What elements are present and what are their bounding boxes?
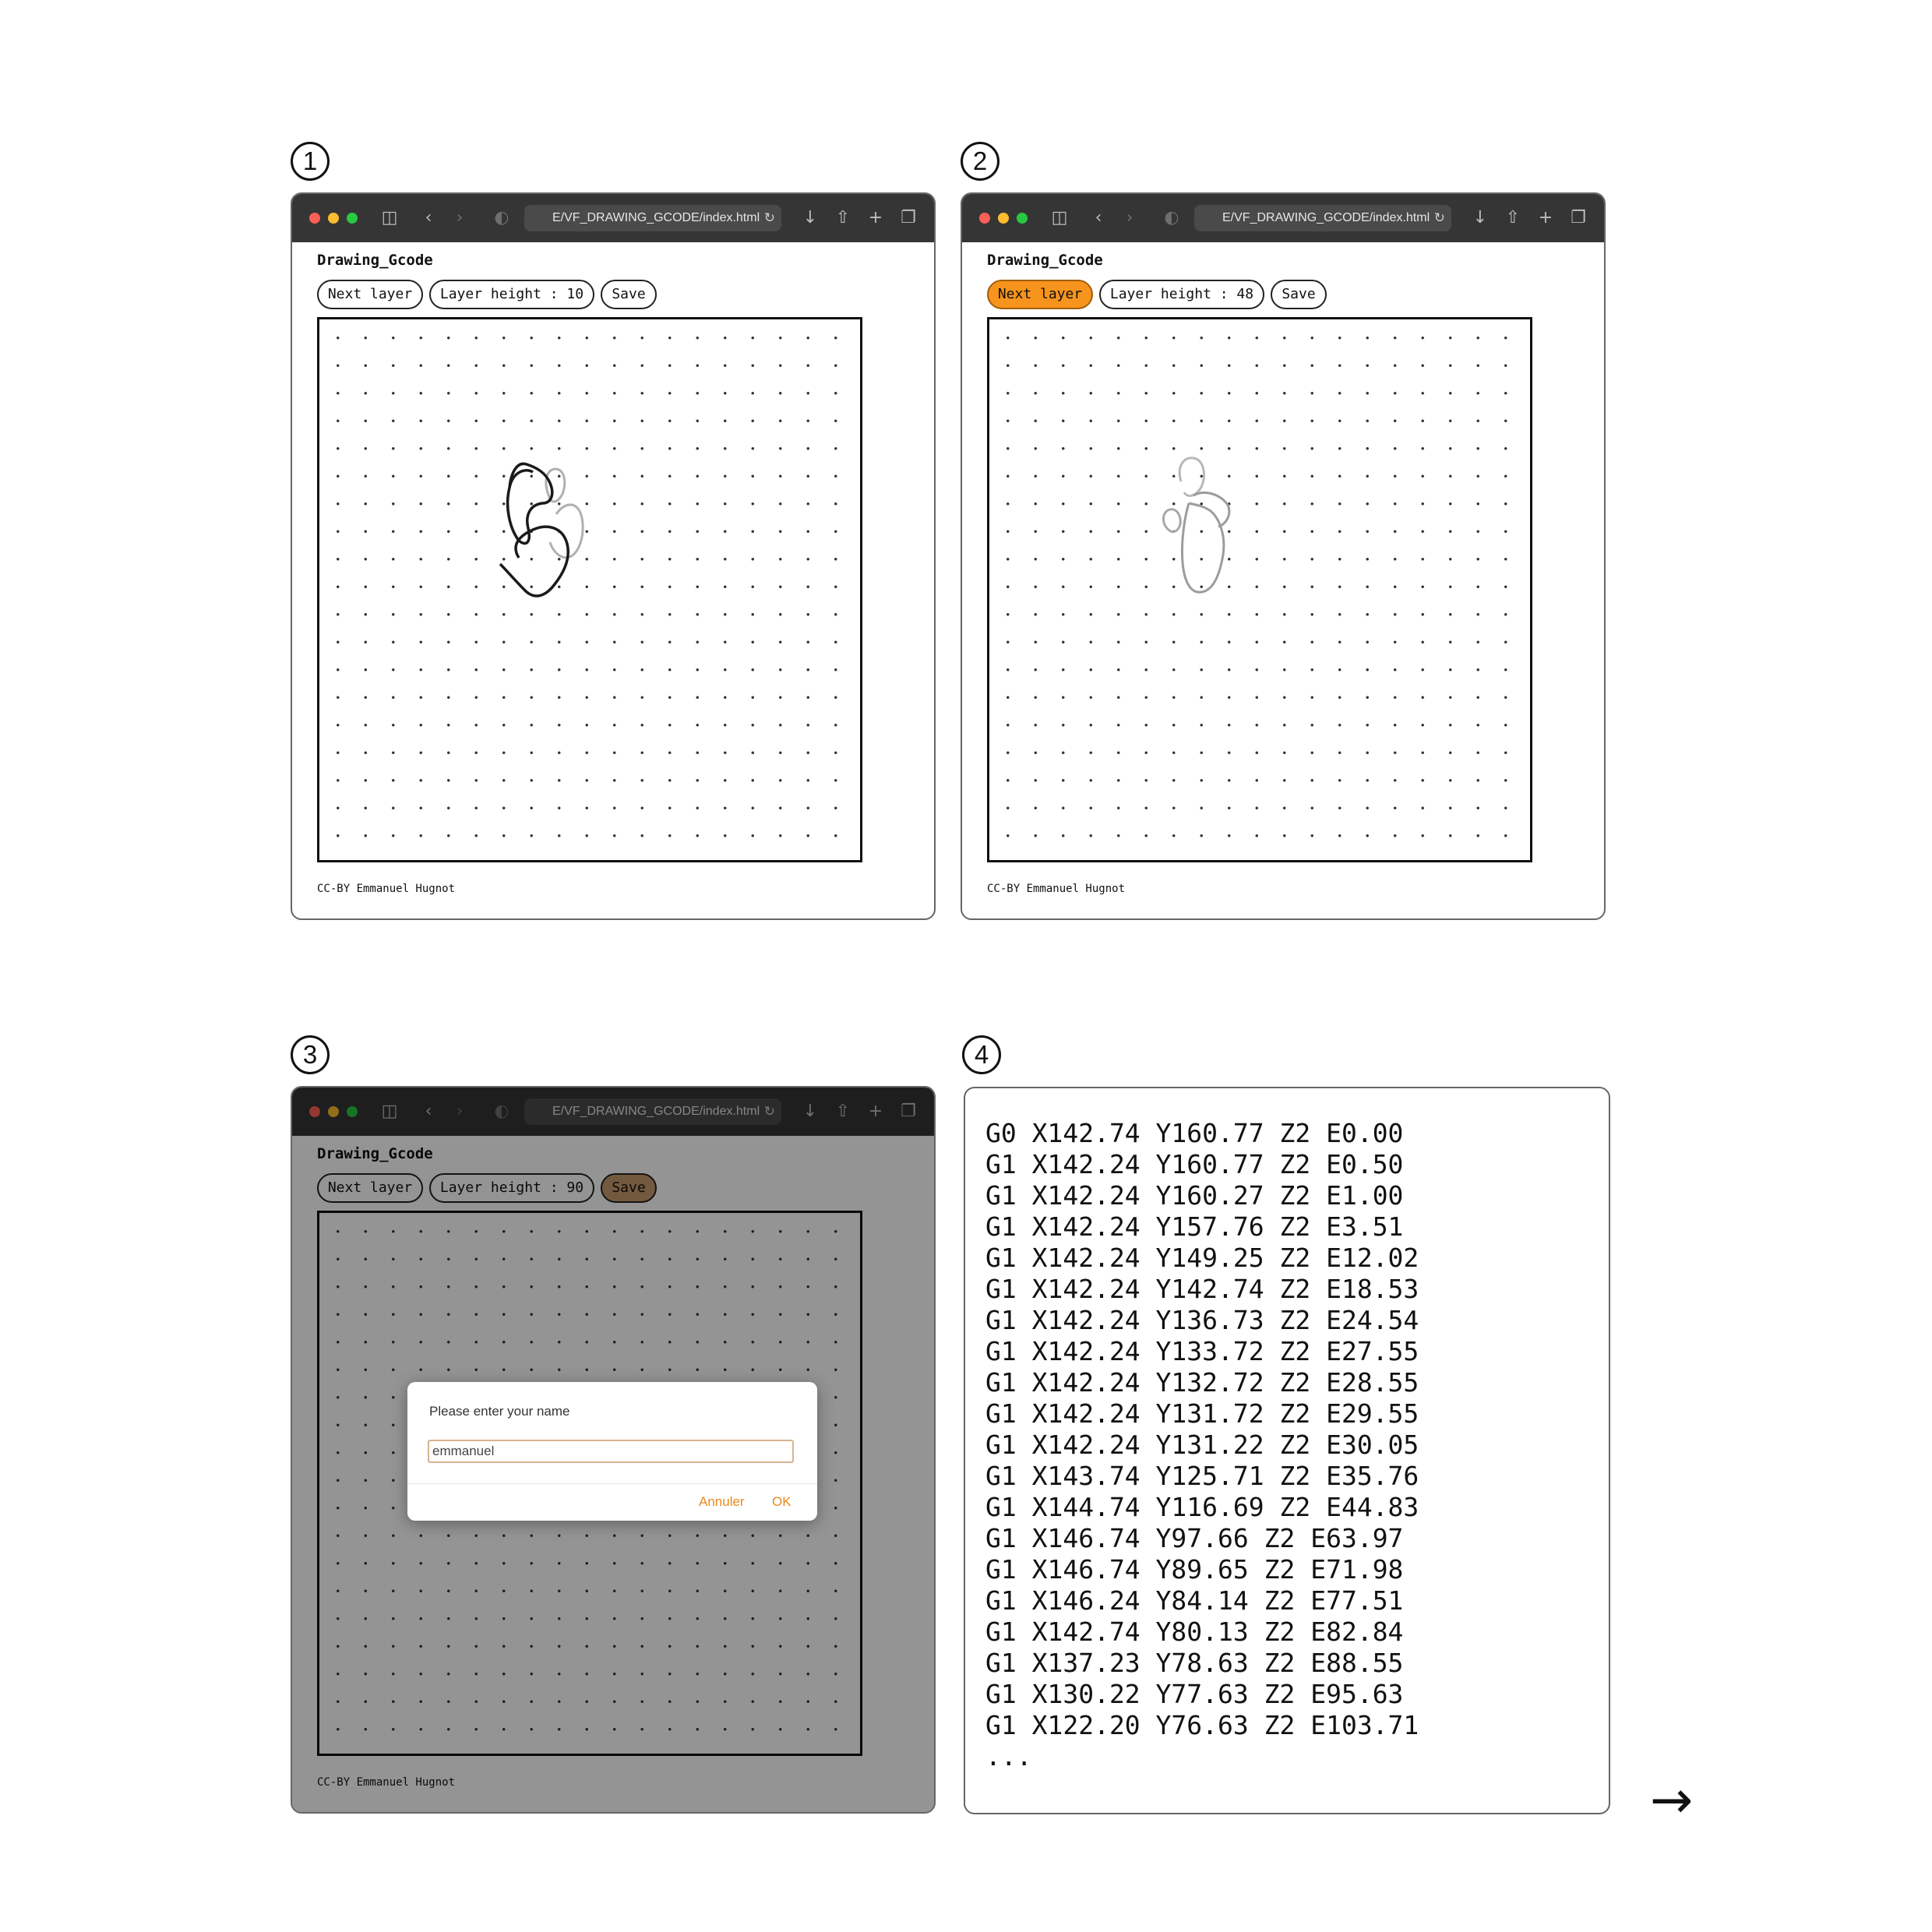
drawing-strokes xyxy=(319,319,862,862)
minimize-window-button[interactable] xyxy=(328,213,339,224)
gcode-line: G1 X122.20 Y76.63 Z2 E103.71 xyxy=(985,1710,1419,1740)
stroke-layer-previous xyxy=(546,469,583,558)
maximize-window-button[interactable] xyxy=(347,213,358,224)
name-prompt-dialog xyxy=(407,1382,817,1521)
browser-toolbar xyxy=(292,194,934,242)
gcode-line: G1 X142.24 Y131.22 Z2 E30.05 xyxy=(985,1430,1419,1460)
dialog-message: Please enter your name xyxy=(429,1404,570,1419)
url-text: E/VF_DRAWING_GCODE/index.html xyxy=(1222,211,1430,224)
dialog-divider xyxy=(407,1483,817,1484)
stroke-layer-3 xyxy=(1182,492,1229,592)
layer-height-button[interactable]: Layer height : 48 xyxy=(1099,280,1264,309)
drawing-canvas[interactable] xyxy=(317,317,862,862)
url-bar[interactable] xyxy=(524,205,781,231)
tabs-icon[interactable]: ❐ xyxy=(901,208,916,227)
back-chevron-icon[interactable]: ‹ xyxy=(425,208,432,227)
reload-icon[interactable]: ↻ xyxy=(763,1104,775,1119)
sidebar-icon[interactable]: ◫ xyxy=(381,208,398,227)
save-button[interactable]: Save xyxy=(601,280,657,309)
sidebar-icon[interactable]: ◫ xyxy=(381,1102,398,1121)
gcode-line: G1 X142.24 Y133.72 Z2 E27.55 xyxy=(985,1336,1419,1366)
download-icon[interactable]: ↓ xyxy=(1472,208,1488,227)
plus-icon[interactable]: + xyxy=(1538,208,1553,227)
url-text: E/VF_DRAWING_GCODE/index.html xyxy=(552,1105,760,1118)
download-icon[interactable]: ↓ xyxy=(802,1102,818,1121)
gcode-line: G1 X137.23 Y78.63 Z2 E88.55 xyxy=(985,1648,1404,1678)
gcode-lines xyxy=(985,1118,1419,1772)
close-window-button[interactable] xyxy=(309,213,320,224)
cancel-button[interactable]: Annuler xyxy=(699,1494,745,1509)
modal-backdrop xyxy=(292,1088,934,1812)
share-icon[interactable]: ⇧ xyxy=(1505,208,1521,227)
layer-height-button[interactable]: Layer height : 90 xyxy=(429,1173,594,1203)
gcode-line: G1 X142.24 Y149.25 Z2 E12.02 xyxy=(985,1243,1419,1273)
right-arrow-icon: → xyxy=(1650,1770,1694,1830)
gcode-line: G1 X146.24 Y84.14 Z2 E77.51 xyxy=(985,1585,1404,1616)
plus-icon[interactable]: + xyxy=(868,1102,883,1121)
gcode-line: G1 X144.74 Y116.69 Z2 E44.83 xyxy=(985,1492,1419,1522)
reload-icon[interactable]: ↻ xyxy=(763,210,775,226)
step-number-1: 1 xyxy=(291,142,330,181)
plus-icon[interactable]: + xyxy=(868,208,883,227)
save-button[interactable]: Save xyxy=(1271,280,1327,309)
gcode-line: G1 X142.24 Y132.72 Z2 E28.55 xyxy=(985,1367,1419,1398)
url-bar[interactable] xyxy=(1194,205,1451,231)
stroke-layer-current xyxy=(500,464,568,596)
credit-footer: CC-BY Emmanuel Hugnot xyxy=(317,1776,456,1789)
back-chevron-icon[interactable]: ‹ xyxy=(1095,208,1102,227)
ok-button[interactable]: OK xyxy=(772,1494,791,1509)
gcode-line: G1 X142.24 Y157.76 Z2 E3.51 xyxy=(985,1211,1404,1242)
gcode-line: G1 X143.74 Y125.71 Z2 E35.76 xyxy=(985,1461,1419,1491)
credit-footer: CC-BY Emmanuel Hugnot xyxy=(317,883,456,895)
browser-window-2 xyxy=(961,192,1606,920)
maximize-window-button[interactable] xyxy=(1017,213,1028,224)
next-layer-button[interactable]: Next layer xyxy=(317,280,423,309)
gcode-line: G1 X142.24 Y131.72 Z2 E29.55 xyxy=(985,1398,1419,1429)
shield-icon: ◐ xyxy=(494,208,509,227)
gcode-line: G1 X142.24 Y160.77 Z2 E0.50 xyxy=(985,1149,1404,1179)
app-title: Drawing_Gcode xyxy=(317,252,433,269)
next-layer-button[interactable]: Next layer xyxy=(987,280,1093,309)
share-icon[interactable]: ⇧ xyxy=(835,1102,851,1121)
share-icon[interactable]: ⇧ xyxy=(835,208,851,227)
gcode-line: G1 X142.24 Y136.73 Z2 E24.54 xyxy=(985,1305,1419,1335)
tabs-icon[interactable]: ❐ xyxy=(901,1102,916,1121)
url-text: E/VF_DRAWING_GCODE/index.html xyxy=(552,211,760,224)
shield-icon: ◐ xyxy=(494,1102,509,1121)
minimize-window-button[interactable] xyxy=(998,213,1009,224)
browser-window-3 xyxy=(291,1086,936,1814)
forward-chevron-icon[interactable]: › xyxy=(1126,208,1133,227)
gcode-line: G0 X142.74 Y160.77 Z2 E0.00 xyxy=(985,1118,1404,1148)
stroke-layer-2 xyxy=(1163,509,1180,532)
reload-icon[interactable]: ↻ xyxy=(1433,210,1445,226)
next-layer-button[interactable]: Next layer xyxy=(317,1173,423,1203)
close-window-button[interactable] xyxy=(979,213,990,224)
step-number-3: 3 xyxy=(291,1035,330,1074)
forward-chevron-icon[interactable]: › xyxy=(456,1102,464,1121)
layer-height-button[interactable]: Layer height : 10 xyxy=(429,280,594,309)
name-input[interactable] xyxy=(428,1440,794,1463)
browser-toolbar xyxy=(962,194,1604,242)
gcode-line: G1 X142.74 Y80.13 Z2 E82.84 xyxy=(985,1616,1404,1647)
browser-window-1 xyxy=(291,192,936,920)
app-title: Drawing_Gcode xyxy=(317,1145,433,1162)
back-chevron-icon[interactable]: ‹ xyxy=(425,1102,432,1121)
sidebar-icon[interactable]: ◫ xyxy=(1051,208,1068,227)
drawing-canvas[interactable] xyxy=(987,317,1532,862)
save-button[interactable]: Save xyxy=(601,1173,657,1203)
app-title: Drawing_Gcode xyxy=(987,252,1103,269)
download-icon[interactable]: ↓ xyxy=(802,208,818,227)
gcode-output-panel xyxy=(964,1087,1610,1814)
gcode-line: G1 X146.74 Y89.65 Z2 E71.98 xyxy=(985,1554,1404,1585)
gcode-line: G1 X130.22 Y77.63 Z2 E95.63 xyxy=(985,1679,1404,1709)
gcode-line: G1 X142.24 Y160.27 Z2 E1.00 xyxy=(985,1180,1404,1211)
stroke-layer-1 xyxy=(1179,458,1204,496)
forward-chevron-icon[interactable]: › xyxy=(456,208,464,227)
gcode-line: G1 X146.74 Y97.66 Z2 E63.97 xyxy=(985,1523,1404,1553)
shield-icon: ◐ xyxy=(1164,208,1179,227)
step-number-4: 4 xyxy=(962,1035,1001,1074)
drawing-strokes xyxy=(989,319,1532,862)
tabs-icon[interactable]: ❐ xyxy=(1571,208,1586,227)
step-number-2: 2 xyxy=(961,142,999,181)
gcode-line: G1 X142.24 Y142.74 Z2 E18.53 xyxy=(985,1274,1419,1304)
gcode-line: ... xyxy=(985,1741,1032,1772)
credit-footer: CC-BY Emmanuel Hugnot xyxy=(987,883,1126,895)
